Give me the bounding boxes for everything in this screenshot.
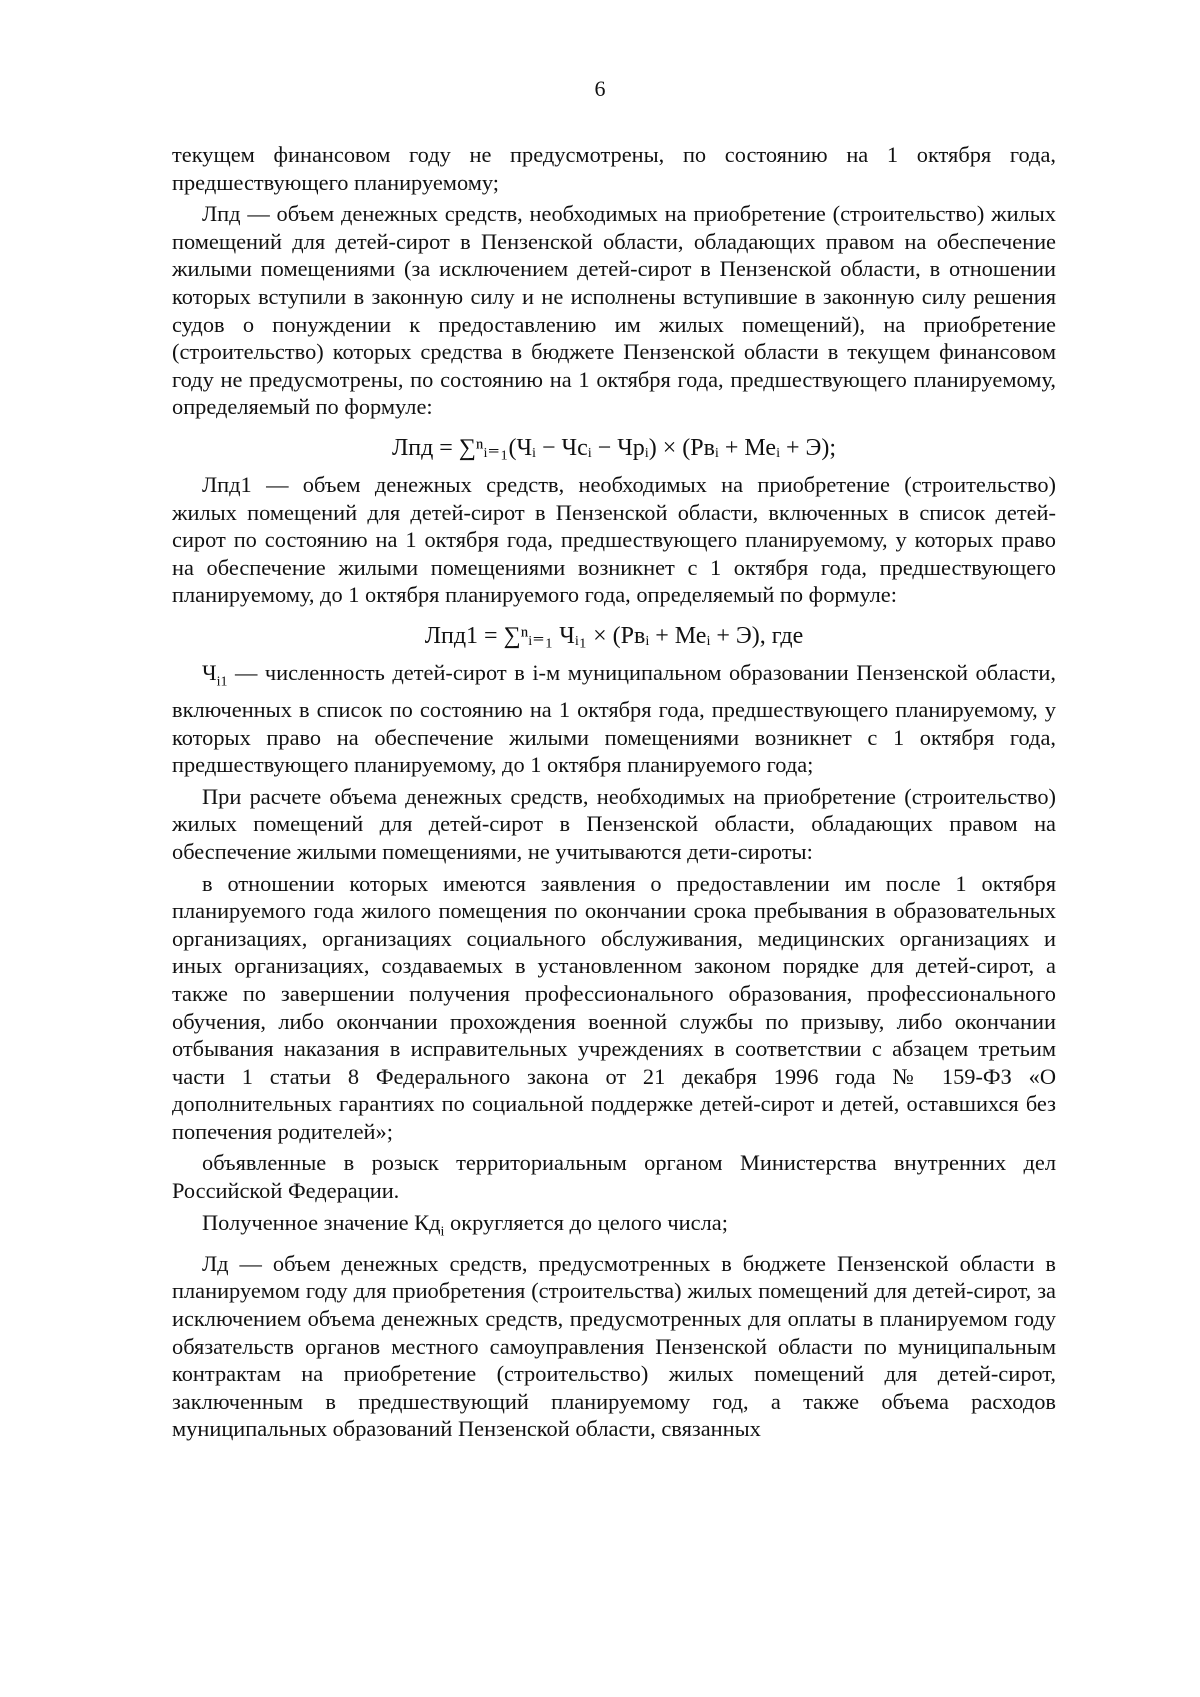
paragraph-ld-definition: Лд — объем денежных средств, предусмотренных в бюджете Пензенской области в планируемом году для приобретения (строительства) жилых помещений для детей-сирот, за исключением объема денежных средств, предусмотренных для оплаты в планируемом году обязательств органов местного самоуправления Пензенской области по муниципальным контрактам на приобретение (строительство) жилых помещений для детей-сирот, заключенным в предшествующий планируемому год, а также объема расходов муниципальных образований Пензенской области, связанных: [172, 1250, 1056, 1442]
page-number: 6: [594, 76, 606, 101]
paragraph-lpd1-definition: Лпд1 — объем денежных средств, необходимых на приобретение (строительство) жилых помещений для детей-сирот в Пензенской области, включенных в список детей-сирот по состоянию на 1 октября года, предшествующего планируемому, у которых право на обеспечение жилыми помещениями возникнет с 1 октября года, предшествующего планируемому, до 1 октября планируемого года, определяемый по формуле:: [172, 471, 1056, 608]
chi1-symbol: Ч: [202, 659, 217, 685]
paragraph-rounding: [172, 1209, 1056, 1246]
formula-lpd1: Лпд1 = ∑ⁿᵢ₌₁ Чᵢ₁ × (Рвᵢ + Меᵢ + Э), где: [424, 622, 804, 649]
paragraph-continuation: текущем финансовом году не предусмотрены, по состоянию на 1 октября года, предшествующего планируемому;: [172, 142, 1056, 195]
paragraph-lpd-definition: Лпд — объем денежных средств, необходимых на приобретение (строительство) жилых помещений для детей-сирот в Пензенской области, обладающих правом на обеспечение жилыми помещениями (за исключением детей-сирот в Пензенской области, в отношении которых вступили в законную силу и не исполнены вступившие в законную силу решения судов о понуждении к предоставлению им жилых помещений), на приобретение (строительство) которых средства в бюджете Пензенской области в текущем финансовом году не предусмотрены, по состоянию на 1 октября года, предшествующего планируемому, определяемый по формуле:: [172, 201, 1056, 420]
rounding-text-post: округляется до целого числа;: [444, 1209, 728, 1235]
chi1-text: — численность детей-сирот в i-м муниципальном образовании Пензенской области, включенных в список по состоянию на 1 октября года, предшествующего планируемому, у которых право на обеспечение жилыми помещениями возникнет с 1 октября года, предшествующего планируемому, до 1 октября планируемого года;: [172, 659, 1056, 778]
rounding-subscript: i: [440, 1224, 445, 1240]
paragraph-exclusion-applications: в отношении которых имеются заявления о предоставлении им после 1 октября планируемого года жилого помещения по окончании срока пребывания в образовательных организациях, организациях социального обслуживания, медицинских организациях и иных организациях, создаваемых в установленном законом порядке для детей-сирот, а также по завершении получения профессионального образования, профессионального обучения, либо окончании прохождения военной службы по призыву, либо окончании отбывания наказания в исправительных учреждениях в соответствии с абзацем третьим части 1 статьи 8 Федерального закона от 21 декабря 1996 года № 159-ФЗ «О дополнительных гарантиях по социальной поддержке детей-сирот и детей, оставшихся без попечения родителей»;: [172, 870, 1056, 1144]
rounding-text-pre: Полученное значение Кд: [202, 1209, 441, 1235]
paragraph-exclusions-intro: При расчете объема денежных средств, необходимых на приобретение (строительство) жилых помещений для детей-сирот в Пензенской области, обладающих правом на обеспечение жилыми помещениями, не учитываются дети-сироты:: [172, 783, 1056, 864]
chi1-subscript: i1: [216, 674, 228, 690]
paragraph-exclusion-wanted: объявленные в розыск территориальным органом Министерства внутренних дел Российской Федерации.: [172, 1150, 1056, 1204]
document-body: [172, 141, 1056, 1447]
paragraph-chi1-definition: [172, 659, 1056, 779]
formula-lpd: Лпд = ∑ⁿᵢ₌₁(Чᵢ − Чсᵢ − Чрᵢ) × (Рвᵢ + Меᵢ + Э);: [391, 434, 837, 461]
